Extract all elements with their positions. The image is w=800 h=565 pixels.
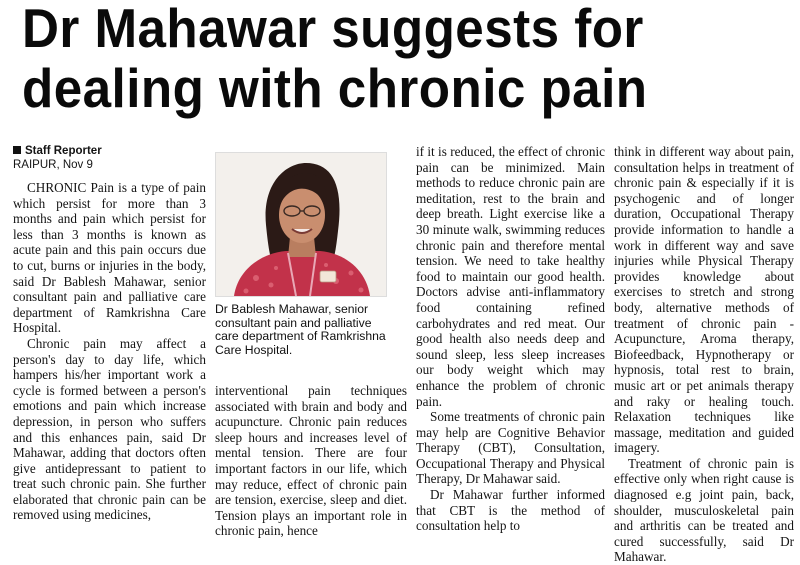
paragraph: if it is reduced, the effect of chronic pain can be minimized. Main methods to reduce chronic pain are meditation, rest to the brain and deep breath. Light exercise like a 30 minute walk, swimming reduces chronic pain and therefore mental tension. We need to take healthy food to maintain our good health. Doctors advise anti-inflammatory food containing refined carbohydrates and red meat. Our good health also needs deep and sound sleep, less sleep increases our body weight which may enhance the problem of chronic pain. bbox=[416, 144, 605, 409]
byline-author: Staff Reporter bbox=[25, 145, 102, 157]
paragraph: think in different way about pain, consultation helps in treatment of chronic pain & especially if it is psychogenic and of longer duration, Occupational Therapy provide information to handle a work in different way and save injuries while Physical Therapy provides knowledge about exercises to stretch and strong body, alternative methods of treatment of chronic pain - Acupuncture, Aroma therapy, Biofeedback, Hypnotherapy or hypnosis, total rest to brain, music art or pet animals therapy and raky or healing touch. Relaxation techniques like massage, meditation and guided imagery. bbox=[614, 144, 794, 456]
dateline: RAIPUR, Nov 9 bbox=[13, 159, 93, 171]
byline bbox=[13, 144, 206, 158]
portrait-image bbox=[216, 153, 386, 296]
author-photo bbox=[215, 152, 387, 297]
article-column-4 bbox=[614, 144, 794, 565]
paragraph: Dr Mahawar further informed that CBT is the method of consultation help to bbox=[416, 487, 605, 534]
article-column-3 bbox=[416, 144, 605, 534]
headline-line-1: Dr Mahawar suggests for bbox=[22, 0, 644, 59]
paragraph: Some treatments of chronic pain may help are Cognitive Behavior Therapy (CBT), Consultation, Occupational Therapy and Physical Therapy, Dr Mahawar said. bbox=[416, 409, 605, 487]
paragraph: Chronic pain may affect a person's day to day life, which hampers his/her important work a cycle is formed between a person's emotions and pain which increase depression, in person who suffers and this enhances pain, said Dr Mahawar, adding that doctors often give antidepressant to patient to treat such chronic pain. She further elaborated that chronic pain can be removed using medicines, bbox=[13, 335, 206, 523]
headline bbox=[22, 0, 738, 118]
article-column-1 bbox=[13, 144, 206, 523]
paragraph: Treatment of chronic pain is effective only when right cause is diagnosed e.g joint pain, back, shoulder, musculoskeletal pain and arthritis can be treated and cured successfully, said Dr Mahawar. bbox=[614, 455, 794, 565]
photo-caption: Dr Bablesh Mahawar, senior consultant pain and palliative care department of Ramkrishna Care Hospital. bbox=[215, 302, 386, 357]
paragraph: CHRONIC Pain is a type of pain which persist for more than 3 months and pain which persist for less than 3 months is known as acute pain and this pain occurs due to cut, burns or injuries in the body, said Dr Bablesh Mahawar, senior consultant pain and palliative care department of Ramkrishna Care Hospital. bbox=[13, 180, 206, 336]
headline-line-2: dealing with chronic pain bbox=[22, 57, 648, 119]
article-column-2 bbox=[215, 383, 407, 539]
byline-square-icon bbox=[13, 146, 21, 154]
paragraph: interventional pain techniques associated with brain and body and acupuncture. Chronic pain reduces sleep hours and increases level of mental tension. There are four important factors in our life, which may reduce, effect of chronic pain are tension, exercise, sleep and diet. Tension plays an important role in chronic pain, hence bbox=[215, 383, 407, 539]
